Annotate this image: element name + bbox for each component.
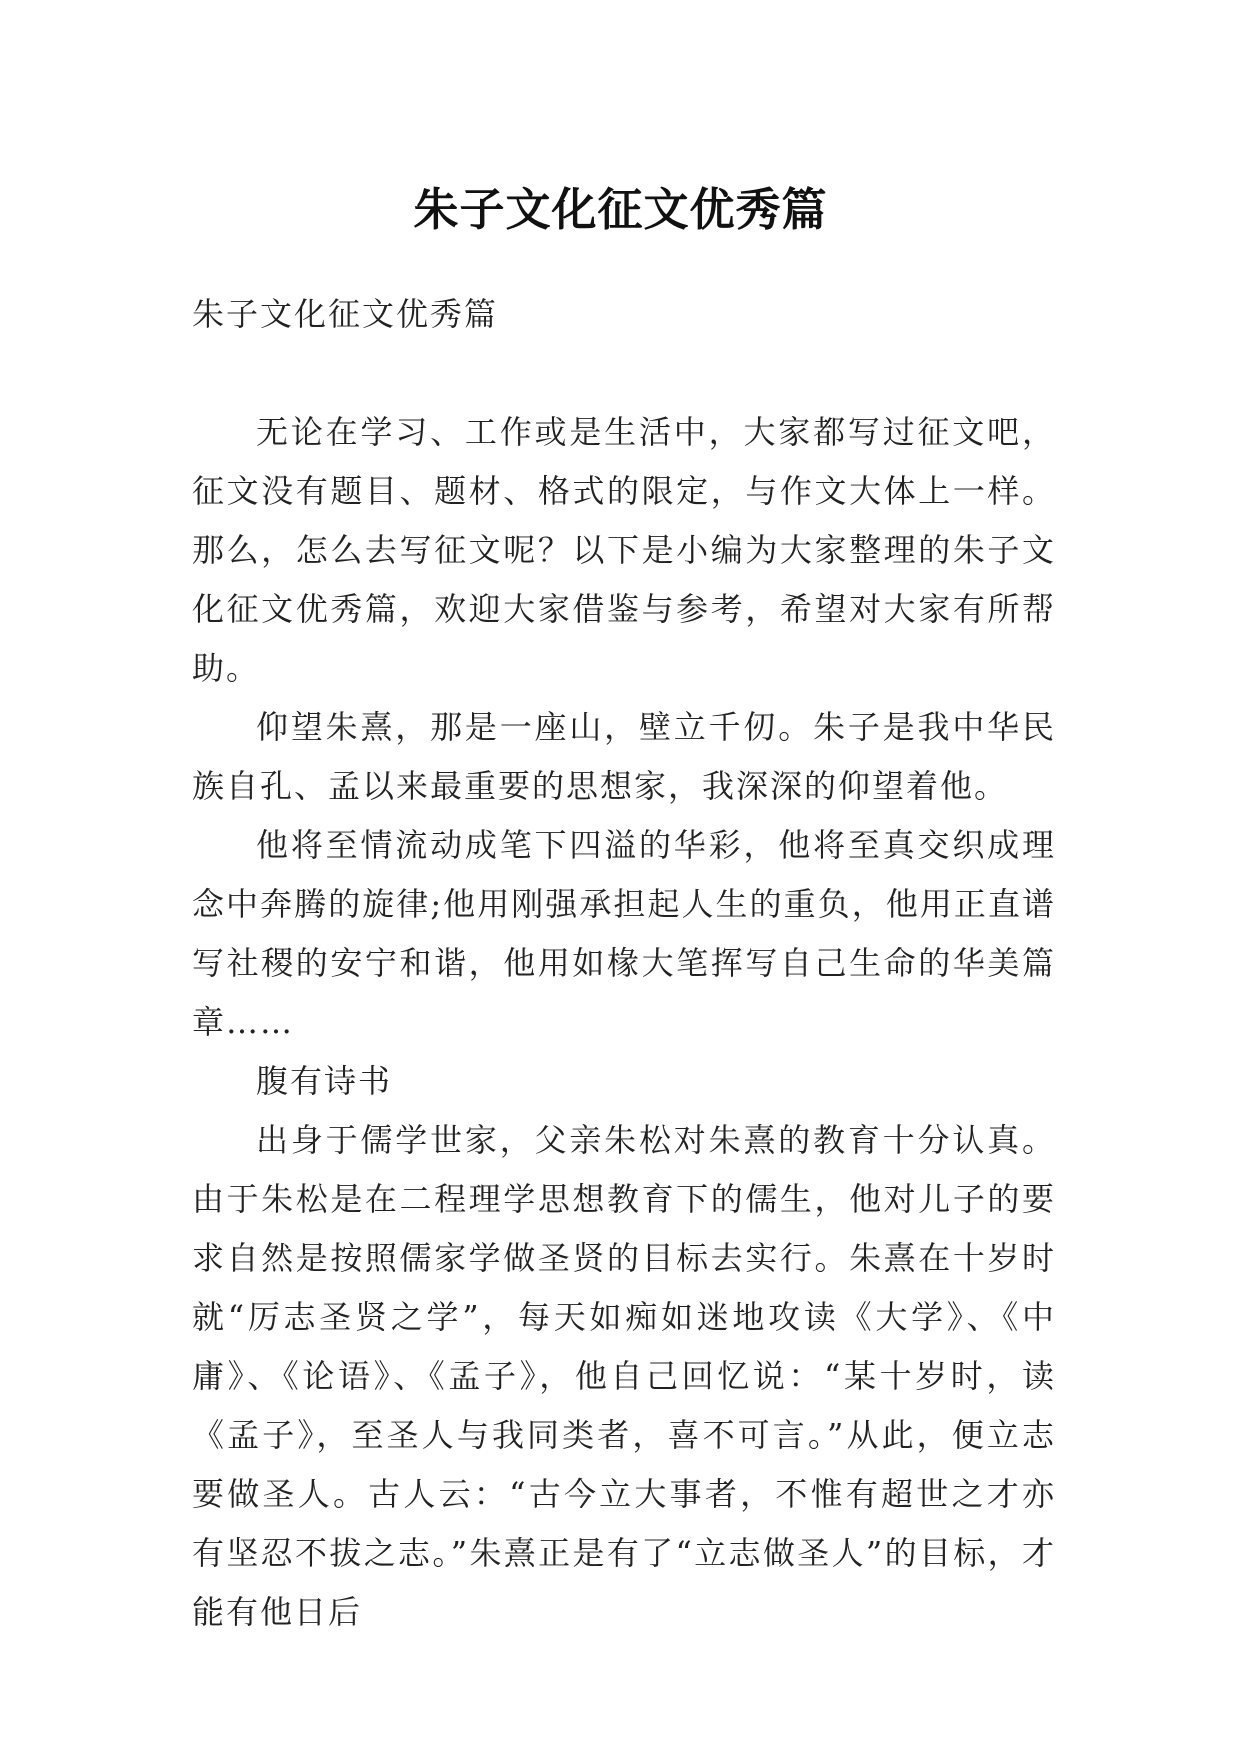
document-subtitle — [192, 285, 1056, 344]
intro-section — [192, 403, 1056, 698]
body-paragraph-1: 仰望朱熹，那是一座山，壁立千仞。朱子是我中华民族自孔、孟以来最重要的思想家，我深深的仰望着他。 — [192, 708, 1056, 805]
main-section — [192, 698, 1056, 1642]
document-title: 朱子文化征文优秀篇 — [413, 183, 828, 237]
body-paragraph-3: 出身于儒学世家，父亲朱松对朱熹的教育十分认真。由于朱松是在二程理学思想教育下的儒生，他对儿子的要求自然是按照儒家学做圣贤的目标去实行。朱熹在十岁时就“厉志圣贤之学”，每天如痴如迷地攻读《大学》、《中庸》、《论语》、《孟子》，他自己回忆说：“某十岁时，读《孟子》，至圣人与我同类者，喜不可言。”从此，便立志要做圣人。古人云：“古今立大事者，不惟有超世之才亦有坚忍不拔之志。”朱熹正是有了“立志做圣人”的目标，才能有他日后 — [192, 1121, 1056, 1631]
section-heading-fuyoushishu: 腹有诗书 — [256, 1062, 393, 1100]
subtitle-text: 朱子文化征文优秀篇 — [192, 295, 499, 333]
body-paragraph-2: 他将至情流动成笔下四溢的华彩，他将至真交织成理念中奔腾的旋律;他用刚强承担起人生的重负，他用正直谱写社稷的安宁和谐，他用如椽大笔挥写自己生命的华美篇章…… — [192, 826, 1056, 1041]
intro-paragraph: 无论在学习、工作或是生活中，大家都写过征文吧，征文没有题目、题材、格式的限定，与作文大体上一样。那么，怎么去写征文呢？以下是小编为大家整理的朱子文化征文优秀篇，欢迎大家借鉴与参考，希望对大家有所帮助。 — [192, 413, 1056, 687]
